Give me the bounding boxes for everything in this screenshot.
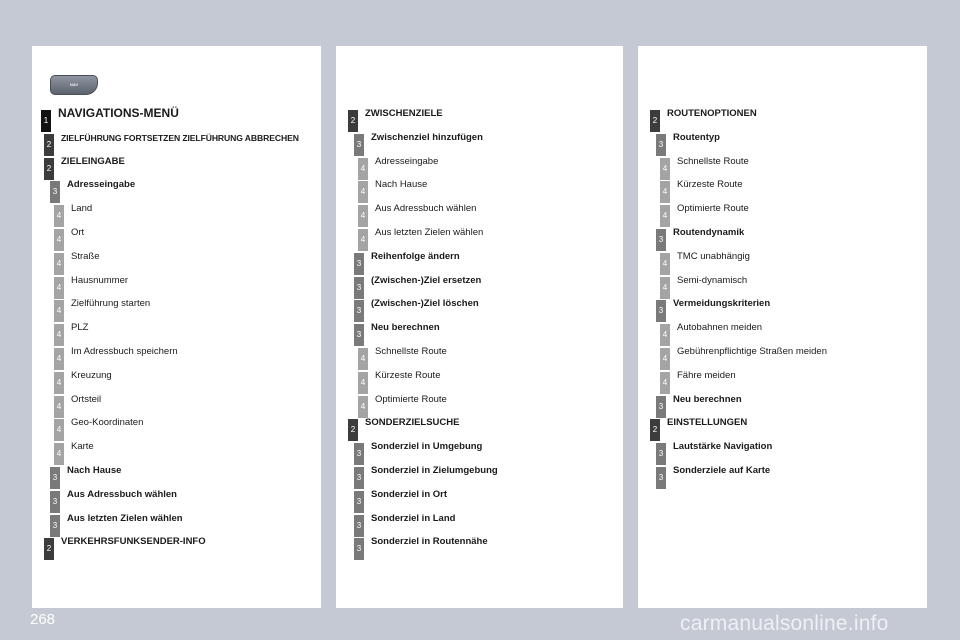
menu-item [32, 250, 321, 275]
menu-item-label: Straße [71, 250, 100, 262]
menu-level-badge: 4 [660, 348, 670, 370]
menu-level-badge: 4 [54, 372, 64, 394]
menu-item-label: TMC unabhängig [677, 250, 750, 262]
menu-item-label: Kürzeste Route [677, 179, 743, 191]
menu-level-badge: 3 [656, 300, 666, 322]
menu-level-badge: 3 [656, 229, 666, 251]
menu-item-label: Routendynamik [673, 227, 745, 238]
menu-column-3 [638, 46, 927, 608]
menu-item [336, 488, 623, 513]
menu-level-badge: 4 [358, 158, 368, 180]
menu-item [32, 393, 321, 418]
menu-item-label: Aus Adressbuch wählen [67, 488, 177, 500]
menu-item [336, 110, 623, 132]
menu-level-badge: 4 [358, 348, 368, 370]
menu-level-badge: 3 [656, 443, 666, 465]
menu-item-label: Sonderziel in Umgebung [371, 441, 483, 453]
menu-item-label: Lautstärke Navigation [673, 441, 773, 453]
menu-level-badge: 3 [50, 467, 60, 489]
menu-level-badge: 3 [656, 396, 666, 418]
menu-item-label: Geo-Koordinaten [71, 417, 144, 429]
menu-item-label: Zielführung starten [71, 298, 151, 310]
menu-level-badge: 3 [656, 134, 666, 156]
menu-level-badge: 2 [44, 538, 54, 560]
menu-item [32, 300, 321, 322]
menu-item [336, 250, 623, 275]
menu-level-badge: 4 [358, 372, 368, 394]
menu-item [638, 155, 927, 180]
menu-item [638, 229, 927, 251]
menu-level-badge: 2 [44, 134, 54, 156]
menu-item-label: Sonderziel in Zielumgebung [371, 465, 498, 476]
menu-item [336, 393, 623, 418]
menu-item-label: Sonderziel in Land [371, 512, 456, 524]
menu-level-badge: 4 [54, 443, 64, 465]
menu-item [32, 324, 321, 346]
menu-level-badge: 4 [358, 205, 368, 227]
menu-level-badge: 4 [54, 396, 64, 418]
menu-item [638, 443, 927, 465]
menu-level-badge: 2 [44, 158, 54, 180]
menu-level-badge: 2 [348, 110, 358, 132]
menu-level-badge: 3 [50, 181, 60, 203]
menu-item [32, 134, 321, 156]
menu-item [638, 110, 927, 132]
menu-level-badge: 3 [354, 443, 364, 465]
menu-level-badge: 4 [54, 229, 64, 251]
menu-item-label: Autobahnen meiden [677, 322, 763, 334]
menu-item-label: ZIELEINGABE [61, 155, 125, 167]
menu-item-label: NAVIGATIONS-MENÜ [58, 106, 179, 120]
menu-item [32, 512, 321, 537]
menu-item-label: ZIELFÜHRUNG FORTSETZEN ZIELFÜHRUNG ABBRECHEN [61, 132, 299, 143]
page-number: 268 [30, 611, 56, 628]
menu-item-label: Sonderziele auf Karte [673, 465, 771, 476]
menu-item-label: Gebührenpflichtige Straßen meiden [677, 346, 827, 357]
menu-item [32, 443, 321, 465]
menu-item-label: Neu berechnen [673, 393, 742, 405]
menu-item [336, 300, 623, 322]
menu-item [336, 443, 623, 465]
menu-level-badge: 4 [54, 300, 64, 322]
menu-item-label: Adresseingabe [67, 179, 136, 191]
menu-item-label: Adresseingabe [375, 155, 439, 167]
menu-level-badge: 4 [660, 181, 670, 203]
menu-item-label: Routentyp [673, 131, 720, 143]
menu-level-badge: 3 [354, 300, 364, 322]
menu-level-badge: 4 [54, 277, 64, 299]
menu-item-label: ROUTENOPTIONEN [667, 108, 757, 119]
menu-level-badge: 4 [358, 229, 368, 251]
menu-item [336, 131, 623, 156]
menu-item [32, 369, 321, 394]
menu-item [32, 467, 321, 489]
nav-button-label: NAV [69, 82, 79, 87]
menu-level-badge: 3 [354, 324, 364, 346]
menu-level-badge: 4 [660, 205, 670, 227]
menu-item [638, 205, 927, 227]
menu-item-label: EINSTELLUNGEN [667, 417, 748, 429]
menu-item-label: Kreuzung [71, 369, 112, 381]
menu-item [336, 467, 623, 489]
menu-item [336, 538, 623, 560]
menu-item [32, 538, 321, 560]
menu-item [32, 181, 321, 203]
menu-item-label: Ortsteil [71, 393, 102, 405]
menu-item-label: Land [71, 203, 93, 215]
menu-item [638, 324, 927, 346]
menu-level-badge: 1 [41, 110, 51, 132]
menu-item-label: Ort [71, 227, 85, 238]
menu-item-label: Sonderziel in Routennähe [371, 536, 488, 548]
menu-item-label: SONDERZIELSUCHE [365, 417, 460, 429]
menu-level-badge: 2 [650, 110, 660, 132]
menu-level-badge: 4 [660, 253, 670, 275]
menu-item [336, 155, 623, 180]
menu-column-1 [32, 46, 321, 608]
menu-item [638, 393, 927, 418]
menu-level-badge: 3 [354, 277, 364, 299]
menu-item-label: Karte [71, 441, 94, 453]
menu-item-label: Schnellste Route [677, 155, 749, 167]
menu-item [336, 274, 623, 299]
menu-level-badge: 4 [660, 324, 670, 346]
menu-item [336, 348, 623, 370]
menu-level-badge: 2 [348, 419, 358, 441]
menu-item-label: Nach Hause [375, 179, 428, 191]
menu-item-label: Zwischenziel hinzufügen [371, 131, 483, 143]
menu-level-badge: 4 [660, 372, 670, 394]
watermark: carmanualsonline.info [680, 612, 889, 635]
menu-item-label: PLZ [71, 322, 89, 334]
menu-item-label: ZWISCHENZIELE [365, 108, 443, 119]
nav-button-icon [50, 75, 98, 95]
menu-level-badge: 3 [354, 253, 364, 275]
menu-level-badge: 3 [656, 467, 666, 489]
menu-level-badge: 3 [354, 515, 364, 537]
menu-item-label: Sonderziel in Ort [371, 488, 448, 500]
menu-item [32, 348, 321, 370]
menu-level-badge: 4 [358, 181, 368, 203]
menu-level-badge: 3 [354, 538, 364, 560]
menu-item [638, 369, 927, 394]
menu-level-badge: 3 [354, 491, 364, 513]
menu-level-badge: 4 [660, 277, 670, 299]
menu-item-label: Optimierte Route [375, 393, 447, 405]
menu-item [336, 181, 623, 203]
menu-item [638, 250, 927, 275]
menu-item-label: Schnellste Route [375, 346, 447, 357]
menu-item [32, 488, 321, 513]
menu-item [336, 419, 623, 441]
menu-item [32, 419, 321, 441]
menu-column-2 [336, 46, 623, 608]
menu-item-label: Vermeidungskriterien [673, 298, 771, 310]
menu-item-label: Aus letzten Zielen wählen [375, 227, 484, 238]
menu-item-label: Aus Adressbuch wählen [375, 203, 477, 215]
menu-level-badge: 3 [354, 134, 364, 156]
menu-item [336, 512, 623, 537]
menu-item [638, 131, 927, 156]
menu-level-badge: 4 [660, 158, 670, 180]
menu-item [336, 324, 623, 346]
menu-level-badge: 4 [54, 348, 64, 370]
menu-item [336, 229, 623, 251]
menu-item-label: VERKEHRSFUNKSENDER-INFO [61, 536, 206, 548]
menu-item [638, 467, 927, 489]
menu-item-label: Reihenfolge ändern [371, 250, 460, 262]
menu-item [336, 205, 623, 227]
menu-item [638, 274, 927, 299]
menu-item-label: Neu berechnen [371, 322, 440, 334]
menu-item-label: (Zwischen-)Ziel ersetzen [371, 274, 482, 286]
menu-item [32, 106, 321, 132]
menu-item [638, 300, 927, 322]
menu-level-badge: 4 [54, 253, 64, 275]
menu-item-label: Hausnummer [71, 274, 129, 286]
menu-level-badge: 4 [54, 419, 64, 441]
menu-level-badge: 4 [358, 396, 368, 418]
menu-level-badge: 2 [650, 419, 660, 441]
menu-level-badge: 3 [354, 467, 364, 489]
menu-item [32, 274, 321, 299]
menu-item [638, 348, 927, 370]
menu-item [32, 155, 321, 180]
menu-item-label: Fähre meiden [677, 369, 736, 381]
menu-item-label: Kürzeste Route [375, 369, 441, 381]
menu-item-label: Aus letzten Zielen wählen [67, 512, 183, 524]
menu-level-badge: 4 [54, 324, 64, 346]
menu-level-badge: 4 [54, 205, 64, 227]
menu-item-label: Im Adressbuch speichern [71, 346, 178, 357]
menu-item [638, 181, 927, 203]
menu-item [32, 229, 321, 251]
menu-item-label: Semi-dynamisch [677, 274, 748, 286]
menu-level-badge: 3 [50, 515, 60, 537]
menu-item [336, 369, 623, 394]
menu-item [32, 205, 321, 227]
menu-item-label: (Zwischen-)Ziel löschen [371, 298, 479, 310]
menu-level-badge: 3 [50, 491, 60, 513]
menu-item-label: Nach Hause [67, 465, 122, 476]
menu-item-label: Optimierte Route [677, 203, 749, 215]
menu-item [638, 419, 927, 441]
